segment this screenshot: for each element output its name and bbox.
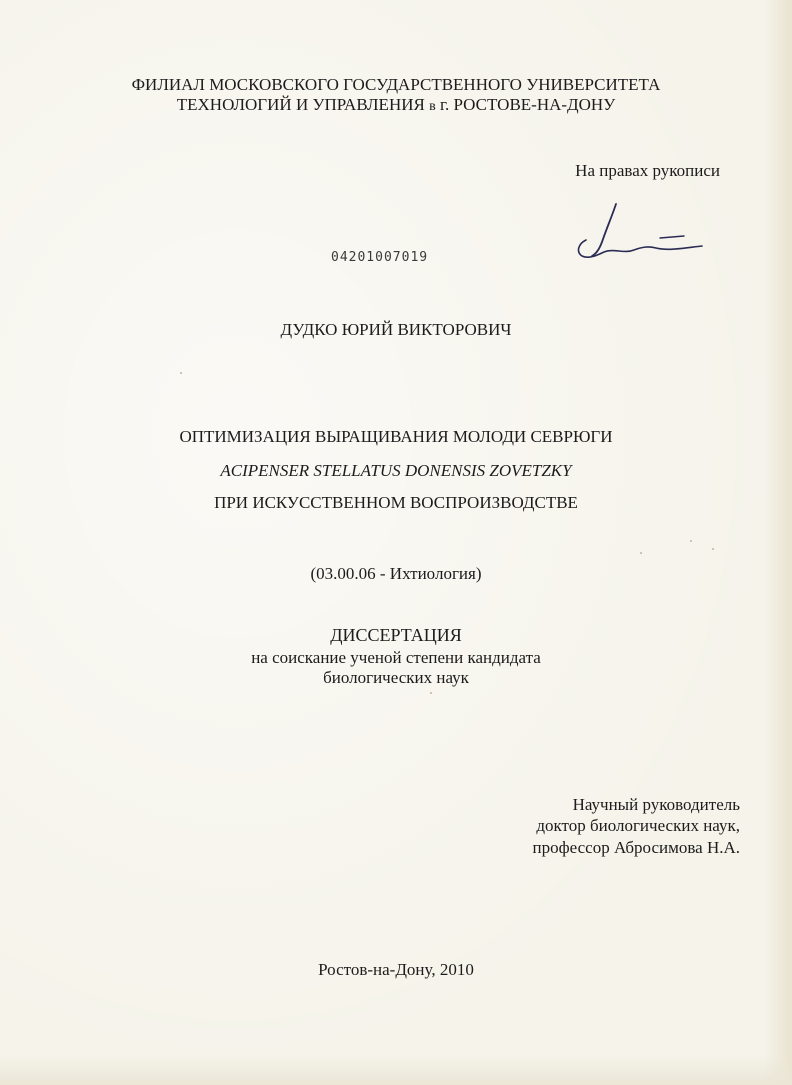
paper-edge-right	[764, 0, 792, 1085]
title-line-1: ОПТИМИЗАЦИЯ ВЫРАЩИВАНИЯ МОЛОДИ СЕВРЮГИ	[179, 427, 613, 446]
scan-speck	[180, 372, 182, 374]
scan-speck	[712, 548, 714, 550]
handwritten-signature	[572, 196, 712, 276]
institution-line-2	[0, 95, 792, 117]
scan-speck	[430, 692, 432, 694]
scan-speck	[640, 552, 642, 554]
document-type: ДИССЕРТАЦИЯ	[330, 625, 462, 645]
institution-line-2-preposition: в	[429, 99, 436, 114]
manuscript-rights-note: На правах рукописи	[575, 161, 720, 180]
specialty-code: (03.00.06 - Ихтиология)	[310, 564, 482, 583]
institution-line-2-city: г. РОСТОВЕ-НА-ДОНУ	[439, 95, 616, 114]
author-name: ДУДКО ЮРИЙ ВИКТОРОВИЧ	[280, 320, 512, 339]
supervisor-role: Научный руководитель	[572, 795, 740, 814]
supervisor-name: профессор Абросимова Н.А.	[532, 838, 740, 857]
title-line-3: ПРИ ИСКУССТВЕННОМ ВОСПРОИЗВОДСТВЕ	[214, 493, 578, 512]
degree-line-1: на соискание ученой степени кандидата	[251, 648, 541, 667]
institution-line-2-main: ТЕХНОЛОГИЙ И УПРАВЛЕНИЯ	[176, 95, 425, 114]
supervisor-degree: доктор биологических наук,	[536, 816, 740, 835]
degree-line-2: биологических наук	[323, 668, 469, 687]
city-and-year: Ростов-на-Дону, 2010	[318, 960, 474, 979]
institution-line-1: ФИЛИАЛ МОСКОВСКОГО ГОСУДАРСТВЕННОГО УНИВЕРСИТЕТА	[131, 75, 661, 94]
scan-speck	[690, 540, 692, 542]
registration-code: 04201007019	[331, 250, 429, 265]
paper-edge-bottom	[0, 1055, 792, 1085]
title-line-2-latin: ACIPENSER STELLATUS DONENSIS ZOVETZKY	[220, 461, 572, 480]
